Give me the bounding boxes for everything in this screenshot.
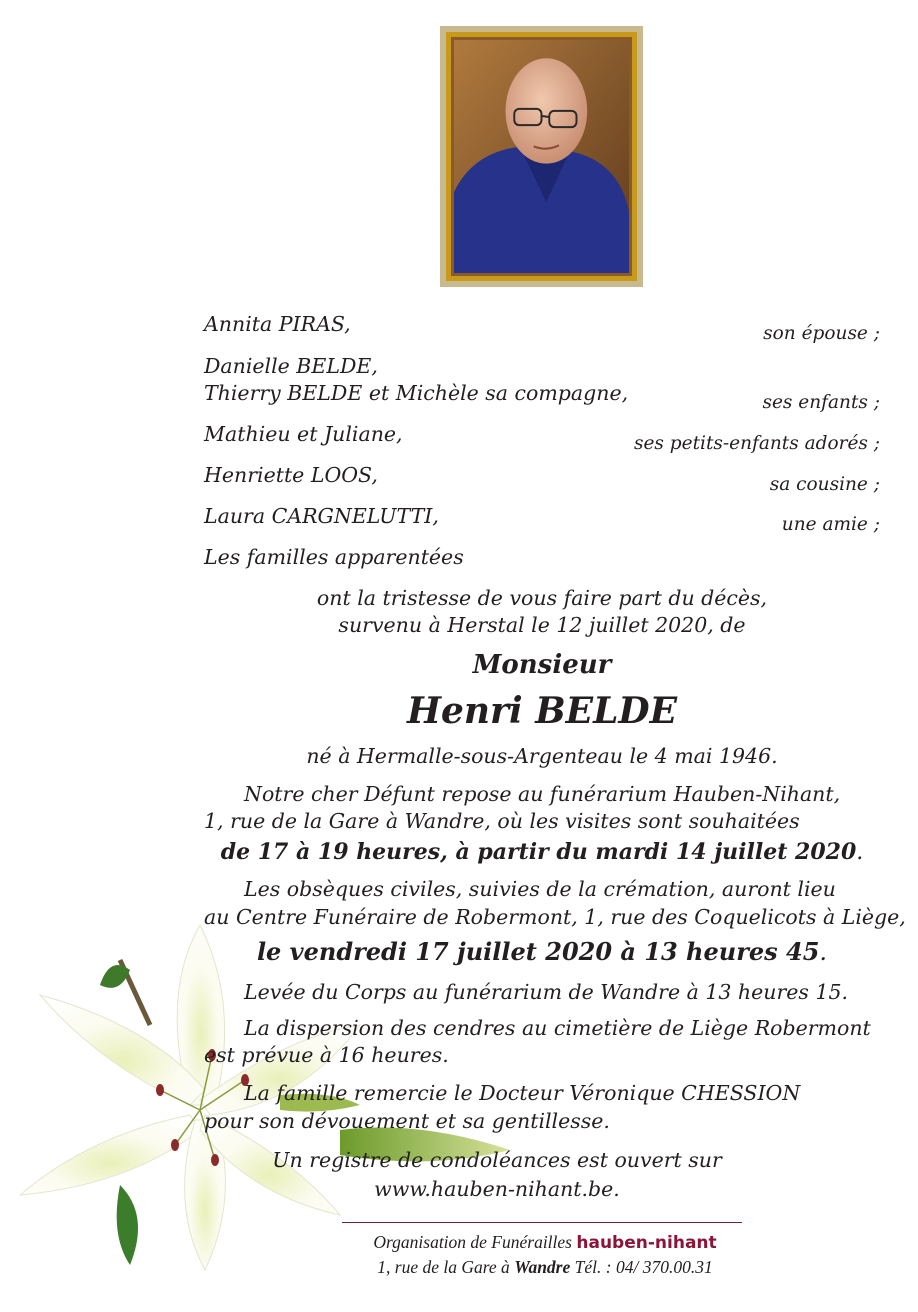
portrait-photo: [454, 40, 629, 273]
dispersion-line: La dispersion des cendres au cimetière de Liège Robermont: [244, 1016, 871, 1040]
family-name: Laura CARGNELUTTI,: [204, 504, 439, 528]
deceased-title: Monsieur: [472, 650, 612, 680]
funeral-line: Les obsèques civiles, suivies de la crémation, auront lieu: [244, 877, 836, 901]
family-name: Annita PIRAS,: [204, 312, 351, 336]
funeral-datetime: [204, 937, 880, 966]
family-name: Thierry BELDE et Michèle sa compagne,: [204, 381, 629, 405]
family-relation: ses petits-enfants adorés ;: [633, 433, 880, 454]
family-name: Mathieu et Juliane,: [204, 422, 403, 446]
family-relation: une amie ;: [781, 514, 880, 535]
brand-logo-text: hauben-nihant: [576, 1233, 717, 1253]
footer-divider: [342, 1222, 742, 1223]
visits-hours-end: .: [856, 840, 864, 865]
family-name: Danielle BELDE,: [204, 354, 378, 378]
footer-address-prefix: 1, rue de la Gare à: [377, 1257, 510, 1277]
visits-hours: [204, 839, 880, 865]
announcement-line: ont la tristesse de vous faire part du décès,: [316, 586, 768, 610]
deceased-name: Henri BELDE: [406, 690, 678, 732]
visits-hours-bold: de 17 à 19 heures, à partir du mardi 14 juillet 2020: [220, 839, 857, 865]
portrait-photo-frame: [440, 26, 643, 287]
family-name: Les familles apparentées: [204, 545, 464, 569]
family-relation: ses enfants ;: [762, 392, 880, 413]
funeral-datetime-bold: le vendredi 17 juillet 2020 à 13 heures 45: [256, 937, 820, 966]
register-url: www.hauben-nihant.be.: [374, 1177, 620, 1201]
thanks-line: La famille remercie le Docteur Véronique CHESSION: [244, 1081, 801, 1105]
family-name: Henriette LOOS,: [204, 463, 378, 487]
family-relation: son épouse ;: [763, 323, 880, 344]
footer-city: Wandre: [514, 1257, 571, 1277]
footer-organisation: [300, 1232, 790, 1253]
family-relation: sa cousine ;: [769, 474, 880, 495]
funeral-datetime-end: .: [819, 938, 828, 966]
funeral-line: au Centre Funéraire de Robermont, 1, rue des Coquelicots à Liège,: [204, 905, 906, 929]
footer-phone: Tél. : 04/ 370.00.31: [574, 1257, 713, 1277]
register-line: Un registre de condoléances est ouvert sur: [272, 1148, 722, 1172]
levee-line: Levée du Corps au funérarium de Wandre à 13 heures 15.: [244, 980, 849, 1004]
footer-address: [300, 1257, 790, 1278]
thanks-line: pour son dévouement et sa gentillesse.: [204, 1109, 610, 1133]
footer-org-prefix: Organisation de Funérailles: [373, 1232, 572, 1252]
visits-line: Notre cher Défunt repose au funérarium Hauben-Nihant,: [244, 782, 841, 806]
birth-line: né à Hermalle-sous-Argenteau le 4 mai 1946.: [306, 744, 778, 768]
dispersion-line: est prévue à 16 heures.: [204, 1043, 449, 1067]
portrait-photo-border: [446, 32, 637, 281]
announcement-line: survenu à Herstal le 12 juillet 2020, de: [338, 613, 746, 637]
visits-line: 1, rue de la Gare à Wandre, où les visites sont souhaitées: [204, 809, 800, 833]
